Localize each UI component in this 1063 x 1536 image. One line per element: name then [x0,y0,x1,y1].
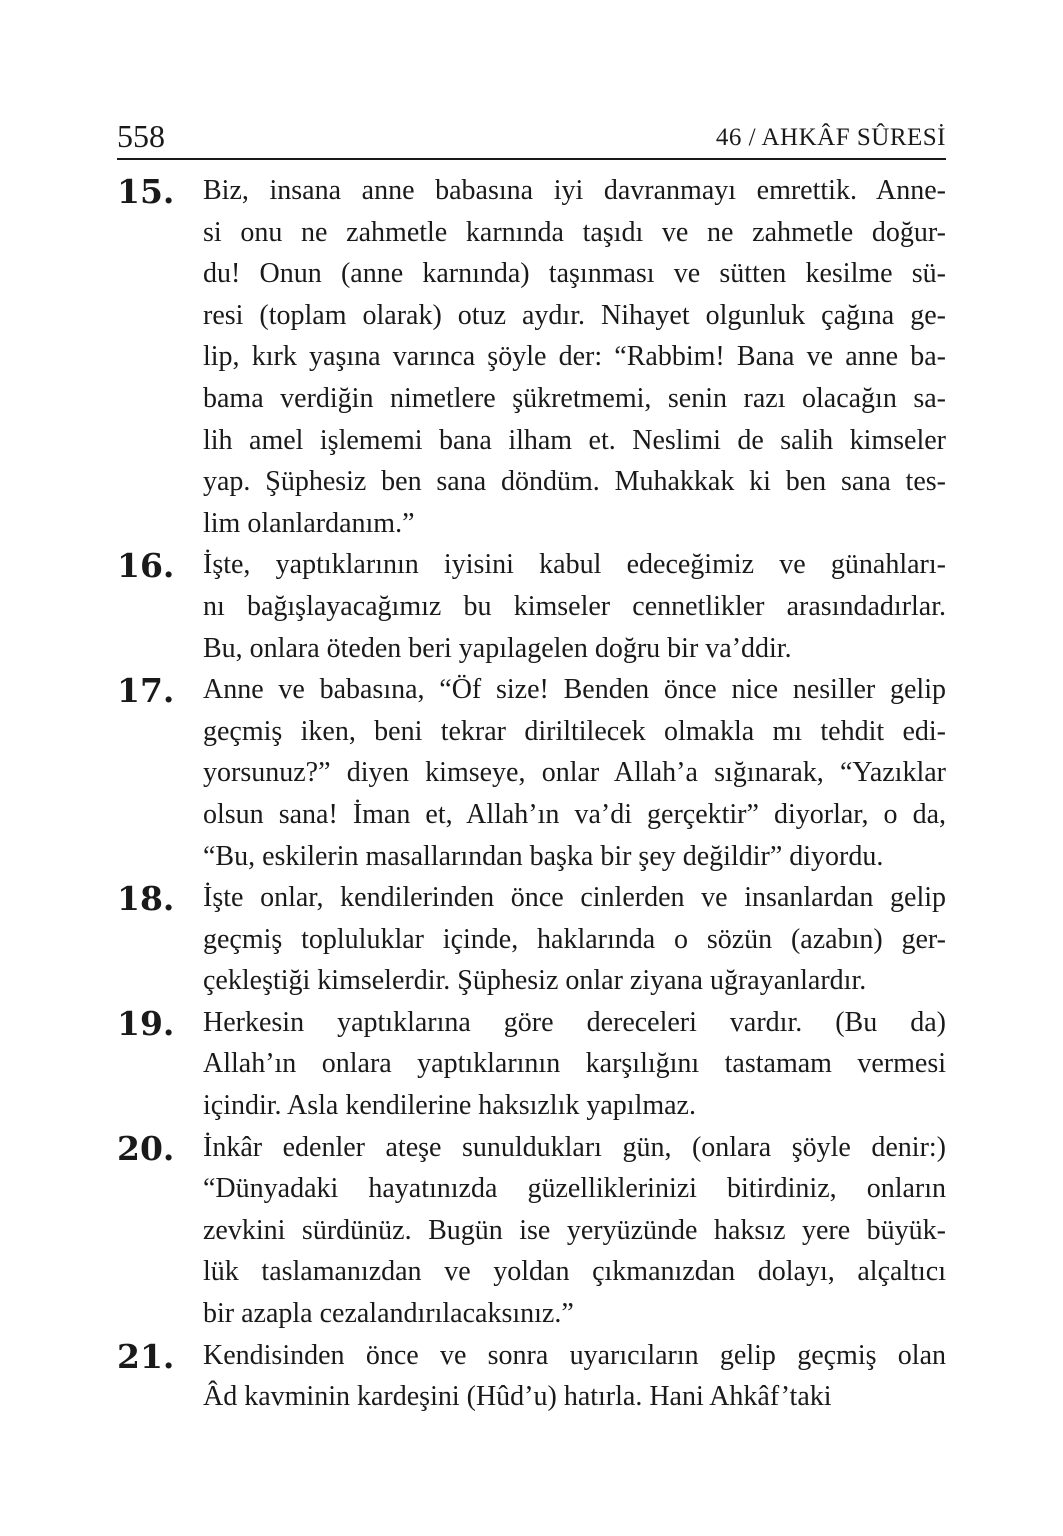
verse-text-line: İnkâr edenler ateşe sunuldukları gün, (onlara şöyle denir:) [203,1131,946,1163]
verse-text-line: nı bağışlayacağımız bu kimseler cennetlikler arasındadırlar. [203,590,946,622]
verse-text-line: İşte, yaptıklarının iyisini kabul edeceğimiz ve günahları- [203,549,946,581]
verse-number: 19. [117,1003,175,1043]
verse-block [117,877,946,1002]
verse-text-line: içindir. Asla kendilerine haksızlık yapılmaz. [203,1090,696,1122]
verse-number: 16. [117,546,175,586]
verse-block [117,669,946,877]
verse-text-line: resi (toplam olarak) otuz aydır. Nihayet olgunluk çağına ge- [203,299,946,331]
verse-text-line: “Dünyadaki hayatınızda güzelliklerinizi bitirdiniz, onların [203,1173,946,1205]
verse-text-line: lük taslamanızdan ve yoldan çıkmanızdan dolayı, alçaltıcı [203,1256,946,1288]
verse-text-line: Âd kavminin kardeşini (Hûd’u) hatırla. Hani Ahkâf’taki [203,1381,832,1413]
verse-text-line: “Bu, eskilerin masallarından başka bir şey değildir” diyordu. [203,840,884,872]
verse-text-line: bir azapla cezalandırılacaksınız.” [203,1298,574,1330]
verse-text-line: si onu ne zahmetle karnında taşıdı ve ne zahmetle doğur- [203,216,946,248]
verse-number: 15. [117,172,175,211]
verse-block [117,170,946,544]
verse-text-line: Bu, onlara öteden beri yapılagelen doğru bir va’ddir. [203,632,792,664]
verse-number: 17. [117,671,175,711]
verse-text-line: Allah’ın onlara yaptıklarının karşılığını tastamam vermesi [203,1048,946,1080]
verse-text-line: İşte onlar, kendilerinden önce cinlerden ve insanlardan gelip [203,882,946,914]
verse-text-line: Biz, insana anne babasına iyi davranmayı emrettik. Anne- [203,175,946,206]
verse-block [117,544,946,669]
verse-text-line: lih amel işlememi bana ilham et. Neslimi de salih kimseler [203,424,946,456]
verse-number: 21. [117,1336,175,1376]
verse-text-line: lip, kırk yaşına varınca şöyle der: “Rabbim! Bana ve anne ba- [203,341,946,373]
verse-block [117,1127,946,1335]
verse-text-line: Kendisinden önce ve sonra uyarıcıların gelip geçmiş olan [203,1339,946,1371]
verse-text-line: yorsunuz?” diyen kimseye, onlar Allah’a sığınarak, “Yazıklar [203,757,946,789]
verse-number: 18. [117,879,175,919]
verse-text-line: bama verdiğin nimetlere şükretmemi, senin razı olacağın sa- [203,382,946,414]
verse-text-line: geçmiş iken, beni tekrar diriltilecek olmakla mı tehdit edi- [203,715,946,747]
verse-text-line: Herkesin yaptıklarına göre dereceleri vardır. (Bu da) [203,1006,946,1038]
verse-text-line: olsun sana! İman et, Allah’ın va’di gerçektir” diyorlar, o da, [203,798,946,830]
verse-text-line: du! Onun (anne karnında) taşınması ve sütten kesilme sü- [203,258,946,290]
verse-text-line: lim olanlardanım.” [203,507,415,539]
verse-block [117,1002,946,1127]
verse-text-line: yap. Şüphesiz ben sana döndüm. Muhakkak ki ben sana tes- [203,466,946,498]
verse-block [117,1335,946,1418]
verse-text-line: Anne ve babasına, “Öf size! Benden önce nice nesiller gelip [203,674,946,706]
running-head: 46 / AHKÂF SÛRESİ [715,124,946,151]
verse-text-line: çekleştiği kimselerdir. Şüphesiz onlar ziyana uğrayanlardır. [203,965,867,997]
verse-number: 20. [117,1128,175,1168]
page-number: 558 [117,118,165,154]
verse-text-line: geçmiş topluluklar içinde, haklarında o sözün (azabın) ger- [203,923,946,955]
page-header [117,118,946,160]
verse-text-line: zevkini sürdünüz. Bugün ise yeryüzünde haksız yere büyük- [203,1214,946,1246]
verse-list [117,170,946,1418]
